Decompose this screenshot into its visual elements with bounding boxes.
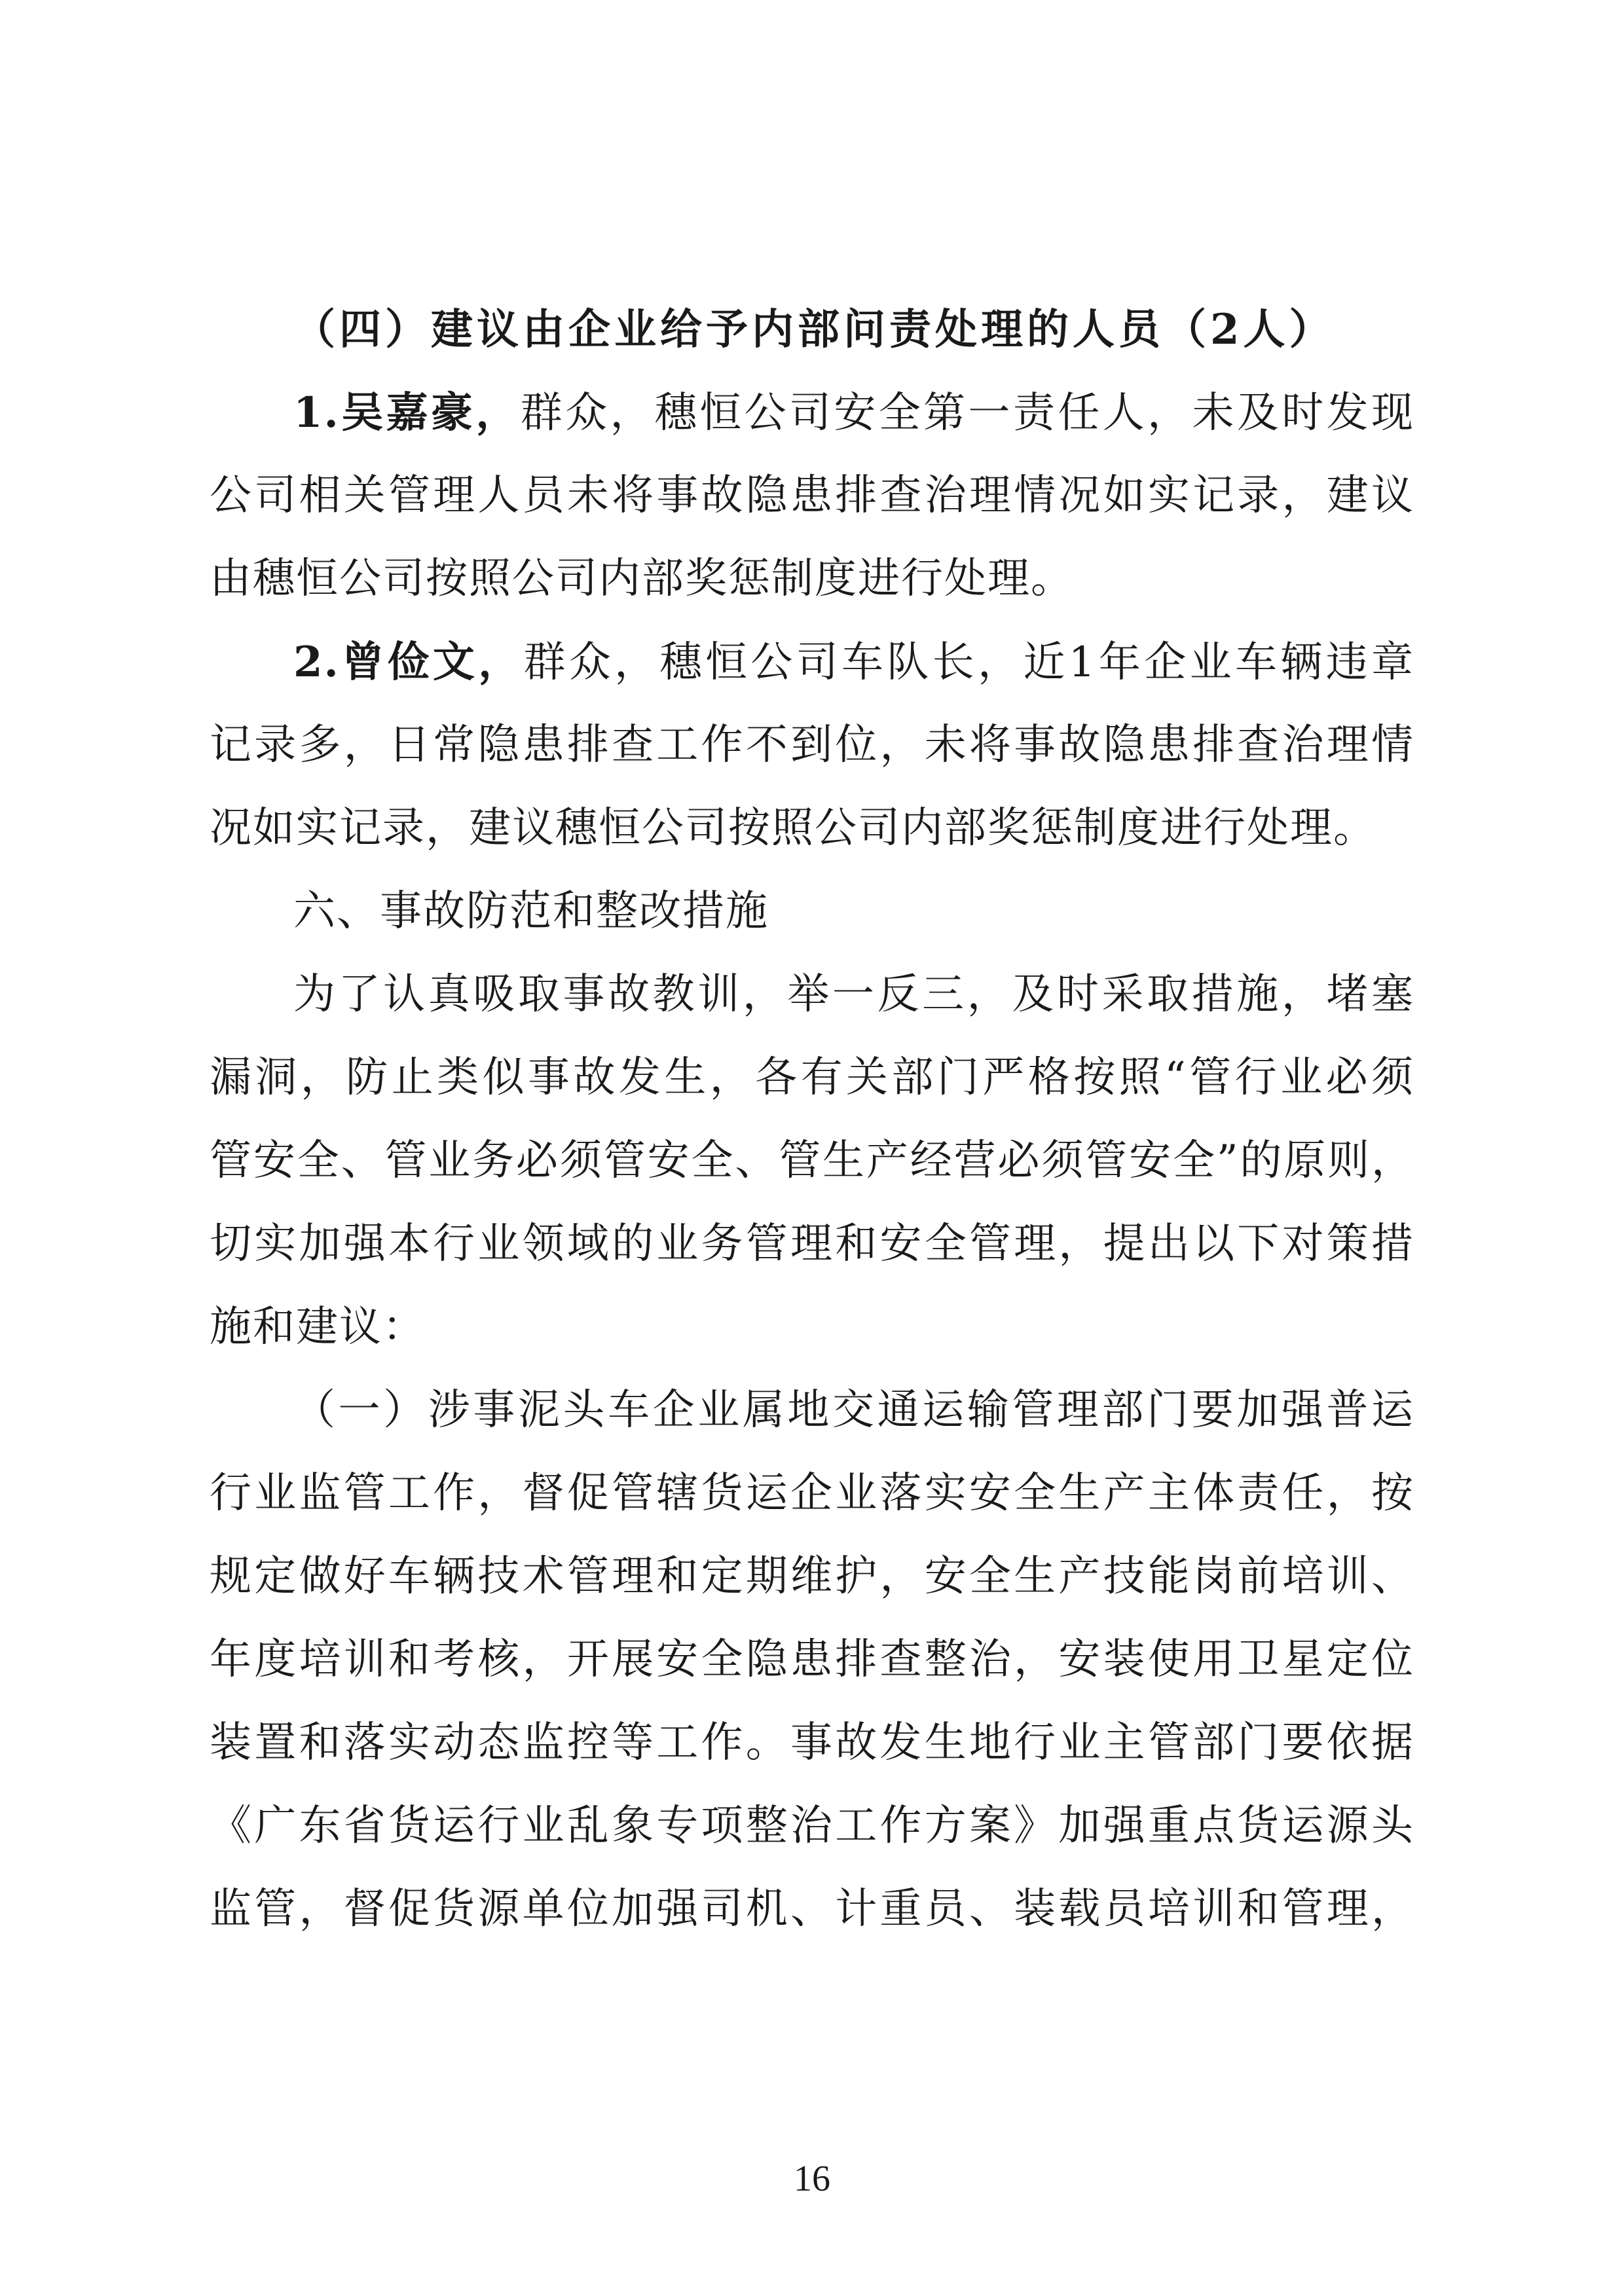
item-1-name: 吴嘉豪， <box>339 388 521 437</box>
item-1-line-1 <box>210 371 1414 454</box>
subsection-heading: （四）建议由企业给予内部问责处理的人员（2人） <box>293 305 1335 354</box>
intro-line-3: 管安全、管业务必须管安全、管生产经营必须管安全”的原则， <box>210 1137 1414 1185</box>
measure-1-line-6: 《广东省货运行业乱象专项整治工作方案》加强重点货运源头 <box>210 1802 1414 1850</box>
item-2-line-1 <box>210 621 1414 704</box>
item-1-number: 1. <box>293 388 340 437</box>
item-1-line-3: 由穗恒公司按照公司内部奖惩制度进行处理。 <box>210 555 1074 603</box>
page-number: 16 <box>794 2159 830 2199</box>
item-1-text: 群众，穗恒公司安全第一责任人，未及时发现 <box>520 389 1415 437</box>
measure-1-line-2: 行业监管工作，督促管辖货运企业落实安全生产主体责任，按 <box>210 1469 1414 1518</box>
item-2-line-2: 记录多，日常隐患排查工作不到位，未将事故隐患排查治理情 <box>210 721 1414 769</box>
intro-line-1: 为了认真吸取事故教训，举一反三，及时采取措施，堵塞 <box>293 970 1414 1019</box>
section-heading: 六、事故防范和整改措施 <box>293 887 769 936</box>
item-2-name: 曾俭文， <box>339 638 524 687</box>
intro-line-4: 切实加强本行业领域的业务管理和安全管理，提出以下对策措 <box>210 1220 1414 1268</box>
measure-1-line-4: 年度培训和考核，开展安全隐患排查整治，安装使用卫星定位 <box>210 1635 1414 1684</box>
measure-1-line-1: （一）涉事泥头车企业属地交通运输管理部门要加强普运 <box>293 1386 1414 1434</box>
document-body <box>210 288 1414 1951</box>
intro-line-5: 施和建议： <box>210 1303 426 1351</box>
item-2-line-3: 况如实记录，建议穗恒公司按照公司内部奖惩制度进行处理。 <box>210 804 1376 852</box>
measure-1-line-3: 规定做好车辆技术管理和定期维护，安全生产技能岗前培训、 <box>210 1552 1414 1601</box>
measure-1-line-5: 装置和落实动态监控等工作。事故发生地行业主管部门要依据 <box>210 1719 1414 1767</box>
item-2-text: 群众，穗恒公司车队长，近1年企业车辆违章 <box>523 638 1414 687</box>
measure-1-line-7: 监管，督促货源单位加强司机、计重员、装载员培训和管理， <box>210 1885 1414 1933</box>
item-2-number: 2. <box>293 638 340 687</box>
item-1-line-2: 公司相关管理人员未将事故隐患排查治理情况如实记录，建议 <box>210 471 1414 520</box>
intro-line-2: 漏洞，防止类似事故发生，各有关部门严格按照“管行业必须 <box>210 1053 1414 1102</box>
